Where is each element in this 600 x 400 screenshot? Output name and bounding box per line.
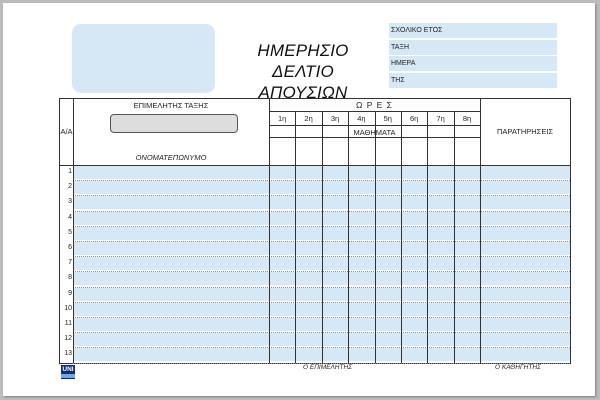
- meta-label: ΤΑΞΗ: [391, 43, 410, 51]
- lessons-header: ΜΑΘΗΜΑΤΑ: [353, 128, 396, 137]
- hour-divider: [348, 112, 349, 363]
- hours-line: [269, 125, 480, 126]
- meta-label: ΣΧΟΛΙΚΟ ΕΤΟΣ: [391, 27, 443, 34]
- attendance-table: [59, 98, 571, 364]
- hours-header: Ω Ρ Ε Σ: [356, 100, 393, 110]
- row-number: 6: [68, 244, 72, 251]
- row-number: 5: [68, 228, 72, 236]
- title-line-1: ΗΜΕΡΗΣΙΟ: [257, 41, 349, 60]
- row-number: 8: [68, 274, 72, 282]
- supervisor-header: ΕΠΙΜΕΛΗΤΗΣ ΤΑΞΗΣ: [133, 101, 209, 110]
- row-number: 11: [64, 320, 72, 327]
- hour-label: 4η: [357, 114, 366, 123]
- hour-label: 7η: [436, 114, 445, 123]
- row-number: 7: [68, 259, 72, 267]
- col-divider: [73, 99, 74, 363]
- hour-divider: [427, 112, 428, 363]
- remarks-header: ΠΑΡΑΤΗΡΗΣΕΙΣ: [496, 127, 554, 136]
- hour-label: 5η: [383, 114, 392, 123]
- supervisor-name-field[interactable]: [110, 114, 238, 133]
- row-number: 12: [64, 335, 72, 343]
- footer-teacher-label: Ο ΚΑΘΗΓΗΤΗΣ: [495, 364, 541, 371]
- logo-text: UNI: [62, 366, 74, 373]
- row-number: 13: [64, 350, 72, 358]
- col-aa-header: Α/Α: [60, 127, 73, 136]
- blank-rounded-box: [72, 24, 215, 93]
- meta-field-day[interactable]: [389, 56, 557, 71]
- footer-supervisor-label: Ο ΕΠΙΜΕΛΗΤΗΣ: [303, 364, 353, 371]
- hour-label: 8η: [462, 114, 472, 123]
- hour-divider: [295, 112, 296, 363]
- hours-line: [269, 111, 480, 112]
- hour-label: 6η: [410, 114, 419, 123]
- hour-label: 2η: [304, 114, 313, 123]
- row-number: 4: [68, 213, 72, 221]
- hour-divider: [322, 112, 323, 363]
- meta-field-class[interactable]: [389, 40, 557, 55]
- lessons-line: [269, 137, 480, 138]
- form-title: [238, 40, 368, 103]
- col-divider: [480, 99, 481, 363]
- meta-field-date[interactable]: [389, 73, 557, 88]
- meta-field-school-year[interactable]: [389, 23, 557, 38]
- title-line-2: ΔΕΛΤΙΟ ΑΠΟΥΣΙΩΝ: [258, 62, 348, 102]
- name-header: ΟΝΟΜΑΤΕΠΩΝΥΜΟ: [135, 153, 207, 162]
- row-number: 2: [68, 183, 72, 191]
- row-number: 1: [68, 168, 72, 175]
- hour-divider: [401, 112, 402, 363]
- row-number: 9: [68, 289, 72, 297]
- col-divider: [269, 99, 270, 363]
- meta-fields: [389, 23, 557, 89]
- hour-label: 3η: [330, 114, 340, 123]
- meta-label: ΤΗΣ: [391, 76, 405, 84]
- row-number: 3: [68, 198, 72, 206]
- header-bottom-line: [60, 165, 570, 166]
- hour-label: 1η: [278, 114, 287, 123]
- meta-label: ΗΜΕΡΑ: [391, 60, 416, 68]
- row-number: 10: [64, 304, 72, 312]
- hour-divider: [454, 112, 455, 363]
- hour-divider: [375, 112, 376, 363]
- uni-logo: [61, 365, 75, 379]
